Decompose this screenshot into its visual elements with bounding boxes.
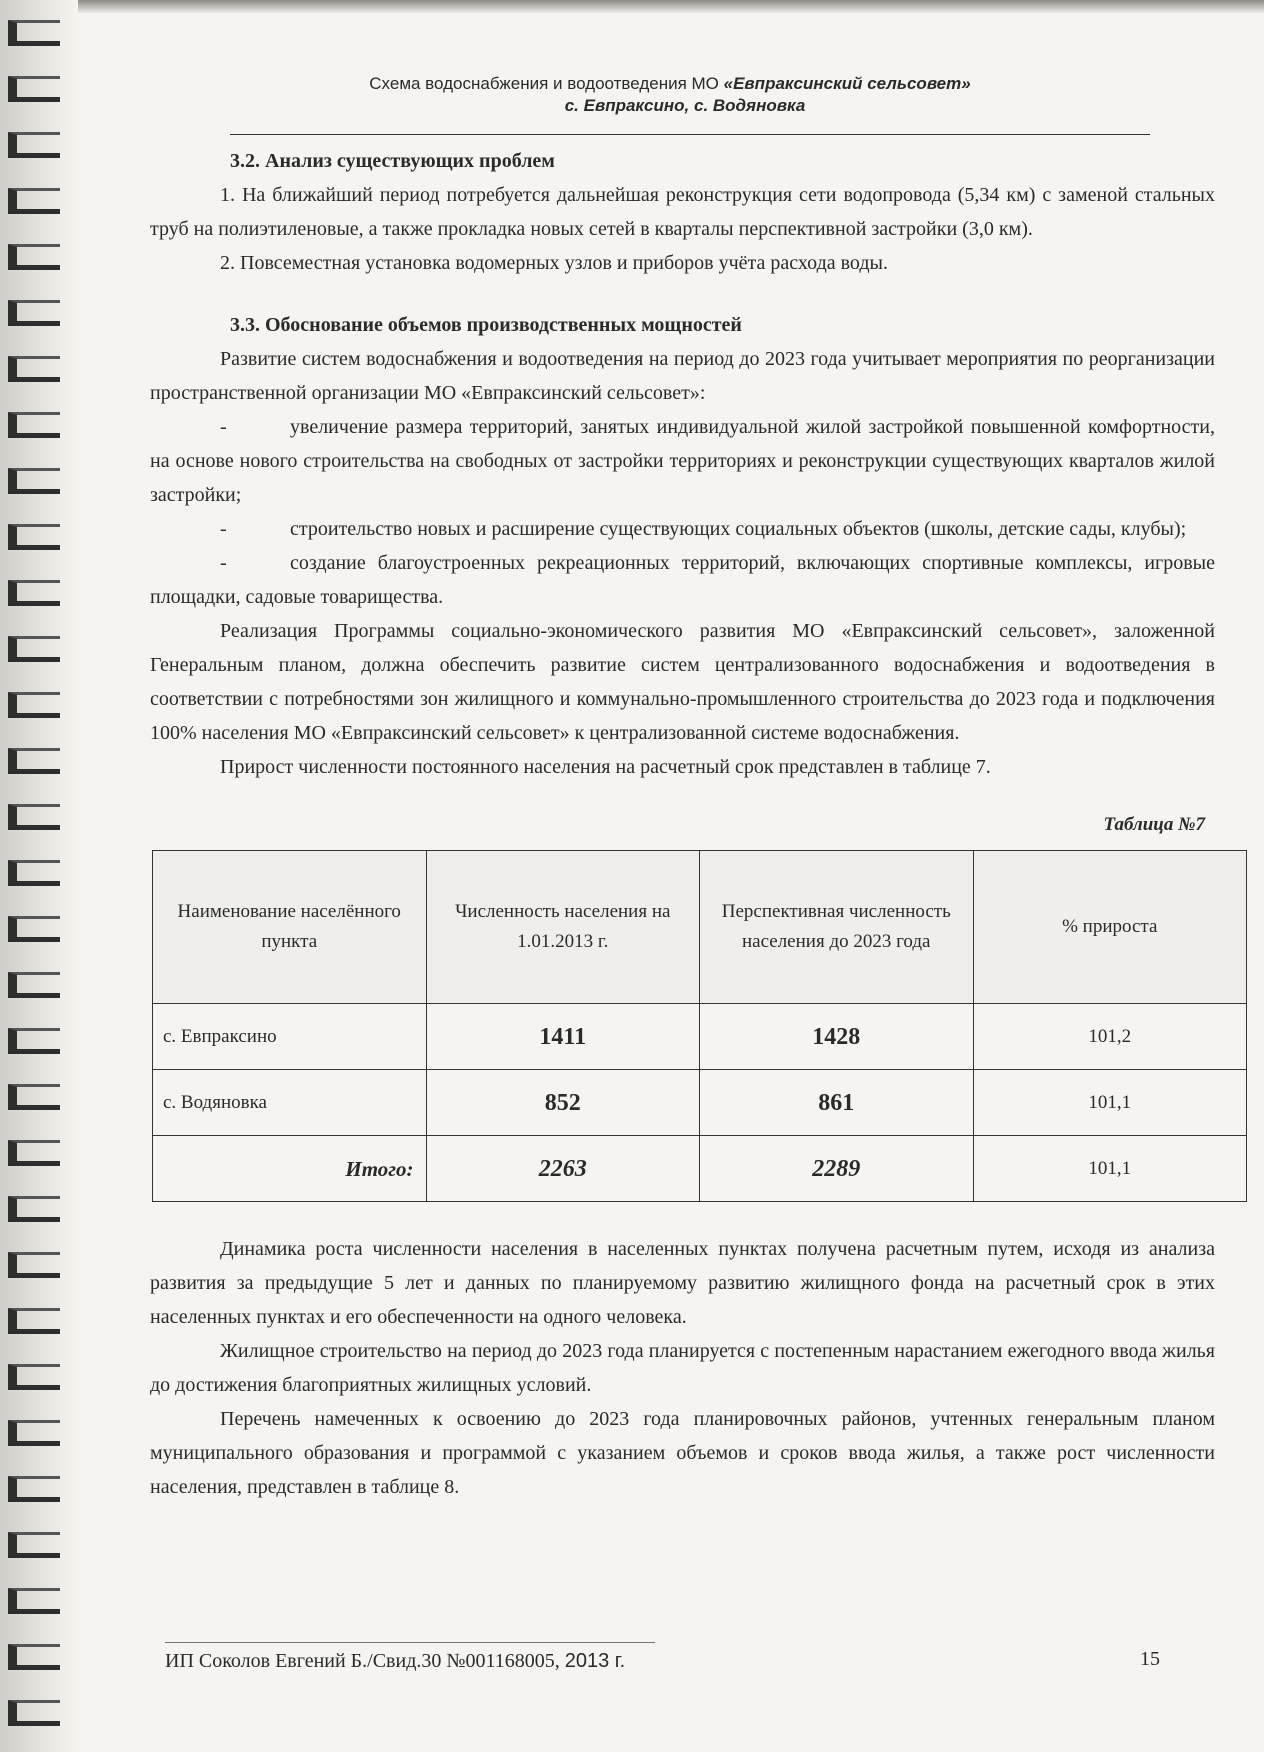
binding-ring bbox=[8, 1028, 60, 1054]
main-content bbox=[150, 144, 1215, 1504]
binding-ring bbox=[8, 748, 60, 774]
bullet-item: - строительство новых и расширение существующих социальных объектов (школы, детские сады, клубы); bbox=[220, 518, 1187, 540]
footer-author: ИП Соколов Евгений Б./Свид.30 №001168005, bbox=[165, 1650, 560, 1672]
header-title-prefix: Схема водоснабжения и водоотведения МО bbox=[369, 74, 719, 93]
binding-ring bbox=[8, 804, 60, 830]
binding-ring bbox=[8, 76, 60, 102]
header-line-2: с. Евпраксино, с. Водяновка bbox=[564, 96, 806, 115]
page-header bbox=[160, 74, 1150, 116]
binding-ring bbox=[8, 1364, 60, 1390]
binding-ring bbox=[8, 300, 60, 326]
cell-settlement: с. Евпраксино bbox=[153, 1004, 427, 1070]
section-3-3-title: 3.3. Обоснование объемов производственных мощностей bbox=[230, 314, 742, 336]
binding-ring bbox=[8, 1252, 60, 1278]
binding-ring bbox=[8, 860, 60, 886]
binding-ring bbox=[8, 1420, 60, 1446]
cell-total-growth: 101,1 bbox=[973, 1136, 1247, 1202]
page-footer bbox=[165, 1650, 625, 1673]
scan-edge-shadow bbox=[0, 0, 1264, 14]
binding-ring bbox=[8, 1644, 60, 1670]
cell-total-pop-2013: 2263 bbox=[426, 1136, 700, 1202]
housing-paragraph: Жилищное строительство на период до 2023 года планируется с постепенным нарастанием ежегодного ввода жилья до достижения благоприятных жилищных условий. bbox=[150, 1340, 1215, 1396]
section-3-3-intro: Развитие систем водоснабжения и водоотведения на период до 2023 года учитывает мероприятия по реорганизации пространственной организации МО «Евпраксинский сельсовет»: bbox=[150, 348, 1215, 404]
table-header-row bbox=[153, 851, 1247, 1004]
binding-ring bbox=[8, 692, 60, 718]
bullet-item: - увеличение размера территорий, занятых индивидуальной жилой застройкой повышенной комфортности, на основе нового строительства на свободных от застройки территориях и реконструкции существующих кварталов жилой застройки; bbox=[150, 416, 1215, 506]
cell-pop-2013: 852 bbox=[426, 1070, 700, 1136]
section-3-2-title: 3.2. Анализ существующих проблем bbox=[230, 150, 555, 172]
cell-growth: 101,2 bbox=[973, 1004, 1247, 1070]
binding-ring bbox=[8, 188, 60, 214]
header-pop-2013: Численность населения на 1.01.2013 г. bbox=[426, 851, 700, 1004]
binding-ring bbox=[8, 636, 60, 662]
header-divider bbox=[230, 134, 1150, 135]
cell-pop-2023: 1428 bbox=[700, 1004, 974, 1070]
table-reference-paragraph: Прирост численности постоянного населения на расчетный срок представлен в таблице 7. bbox=[220, 756, 991, 778]
districts-paragraph: Перечень намеченных к освоению до 2023 года планировочных районов, учтенных генеральным планом муниципального образования и программой с указанием объемов и сроков ввода жилья, а также рост численности населения, представлен в таблице 8. bbox=[150, 1408, 1215, 1498]
binding-ring bbox=[8, 524, 60, 550]
program-paragraph: Реализация Программы социально-экономического развития МО «Евпраксинский сельсовет», заложенной Генеральным планом, должна обеспечить развитие систем централизованного водоснабжения и водоотведения в соответствии с потребностями зон жилищного и коммунально-промышленного строительства до 2023 года и подключения 100% населения МО «Евпраксинский сельсовет» к централизованной системе водоснабжения. bbox=[150, 620, 1215, 744]
cell-pop-2023: 861 bbox=[700, 1070, 974, 1136]
table-row bbox=[153, 1070, 1247, 1136]
binding-ring bbox=[8, 916, 60, 942]
binding-ring bbox=[8, 132, 60, 158]
header-growth: % прироста bbox=[973, 851, 1247, 1004]
binding-ring bbox=[8, 1532, 60, 1558]
binding-ring bbox=[8, 1140, 60, 1166]
binding-ring bbox=[8, 1476, 60, 1502]
cell-growth: 101,1 bbox=[973, 1070, 1247, 1136]
header-org-name: «Евпраксинский сельсовет» bbox=[723, 74, 971, 93]
binding-ring bbox=[8, 1588, 60, 1614]
binding-ring bbox=[8, 972, 60, 998]
cell-pop-2013: 1411 bbox=[426, 1004, 700, 1070]
binding-ring bbox=[8, 468, 60, 494]
header-line-1 bbox=[160, 74, 1150, 94]
population-table bbox=[152, 850, 1247, 1202]
binding-ring bbox=[8, 1308, 60, 1334]
cell-settlement: с. Водяновка bbox=[153, 1070, 427, 1136]
binding-ring bbox=[8, 1084, 60, 1110]
cell-total-label: Итого: bbox=[153, 1136, 427, 1202]
spiral-binding bbox=[0, 0, 78, 1752]
footer-divider bbox=[165, 1642, 655, 1643]
binding-ring bbox=[8, 1196, 60, 1222]
binding-ring bbox=[8, 580, 60, 606]
binding-ring bbox=[8, 1700, 60, 1726]
section-3-2-paragraph-2: 2. Повсеместная установка водомерных узлов и приборов учёта расхода воды. bbox=[220, 252, 888, 274]
binding-ring bbox=[8, 244, 60, 270]
section-3-2-paragraph-1: 1. На ближайший период потребуется дальнейшая реконструкция сети водопровода (5,34 км) с заменой стальных труб на полиэтиленовые, а также прокладка новых сетей в кварталы перспективной застройки (3,0 км). bbox=[150, 184, 1215, 240]
footer-year: 2013 г. bbox=[564, 1650, 626, 1672]
table-caption: Таблица №7 bbox=[1103, 814, 1205, 835]
header-pop-2023: Перспективная численность населения до 2023 года bbox=[700, 851, 974, 1004]
binding-ring bbox=[8, 20, 60, 46]
binding-ring bbox=[8, 356, 60, 382]
dynamics-paragraph: Динамика роста численности населения в населенных пунктах получена расчетным путем, исходя из анализа развития за предыдущие 5 лет и данных по планируемому развитию жилищного фонда на расчетный срок в этих населенных пунктах и его обеспеченности на одного человека. bbox=[150, 1238, 1215, 1328]
table-row bbox=[153, 1004, 1247, 1070]
cell-total-pop-2023: 2289 bbox=[700, 1136, 974, 1202]
page-number: 15 bbox=[1140, 1648, 1160, 1670]
binding-ring bbox=[8, 412, 60, 438]
table-total-row bbox=[153, 1136, 1247, 1202]
bullet-item: - создание благоустроенных рекреационных территорий, включающих спортивные комплексы, игровые площадки, садовые товарищества. bbox=[150, 552, 1215, 608]
header-settlement: Наименование населённого пункта bbox=[153, 851, 427, 1004]
